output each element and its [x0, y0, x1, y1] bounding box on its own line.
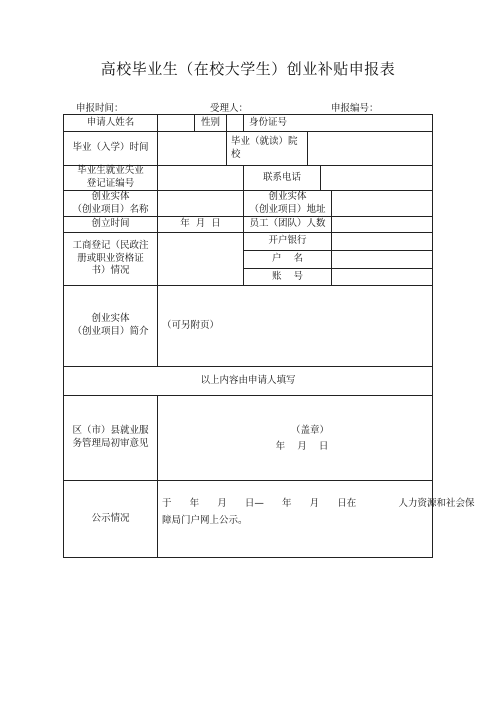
staff-count-field[interactable] — [332, 217, 432, 232]
review-date: 年 月 日 — [275, 440, 329, 452]
id-number-label: 身份证号 — [249, 116, 288, 128]
review-opinion-label — [64, 396, 157, 480]
founding-time-label: 创立时间 — [91, 218, 130, 230]
applicant-name-label: 申请人姓名 — [86, 116, 135, 128]
entity-address-line1: 创业实体 — [268, 190, 307, 202]
publicity-label: 公示情况 — [91, 512, 130, 524]
entity-address-line2: （创业项目）地址 — [249, 203, 326, 215]
contact-phone-field[interactable] — [321, 166, 432, 190]
entity-intro-line2: （创业项目）简介 — [72, 326, 149, 337]
application-number-label: 申报编号： — [331, 103, 379, 114]
account-number-field[interactable] — [332, 269, 432, 285]
business-registration-line2: 册或职业资格证 — [77, 252, 144, 264]
account-name-label: 户 名 — [271, 253, 304, 265]
publicity-text-line1: 于 年 月 日— 年 月 日在 人力资源和社会保 — [162, 498, 475, 509]
entity-name-field[interactable] — [158, 191, 243, 216]
bank-label: 开户银行 — [268, 235, 307, 247]
unemployment-cert-label — [64, 166, 157, 190]
unemployment-cert-field[interactable] — [158, 166, 243, 190]
school-label-line1: 毕业（就读）院 — [231, 135, 298, 147]
bank-field[interactable] — [332, 233, 432, 250]
account-number-label: 账 号 — [271, 270, 304, 282]
graduation-time-field[interactable] — [158, 132, 226, 165]
contact-phone-label: 联系电话 — [262, 171, 301, 183]
business-registration-field[interactable] — [158, 233, 243, 285]
entity-address-label — [244, 191, 331, 216]
entity-name-line2: （创业项目）名称 — [72, 203, 149, 215]
applicant-fill-note: 以上内容由申请人填写 — [200, 374, 296, 386]
entity-address-field[interactable] — [332, 191, 432, 216]
business-registration-line3: 书）情况 — [91, 265, 130, 277]
school-field[interactable] — [308, 132, 432, 165]
entity-intro-field[interactable] — [160, 286, 432, 366]
applicant-name-field[interactable] — [158, 115, 194, 131]
account-name-field[interactable] — [332, 251, 432, 268]
entity-intro-label — [64, 286, 157, 366]
gender-field[interactable] — [227, 115, 243, 131]
entity-name-label — [64, 191, 157, 216]
review-opinion-line1: 区（市）县就业服 — [72, 425, 149, 437]
gender-label: 性别 — [200, 116, 220, 128]
school-label — [229, 133, 307, 164]
school-label-line2: 校 — [231, 148, 241, 160]
form-title: 高校毕业生（在校大学生）创业补贴申报表 — [100, 60, 396, 78]
handler-label: 受理人： — [210, 103, 249, 114]
publicity-text-line2: 障局门户网上公示。 — [162, 514, 248, 526]
entity-name-line1: 创业实体 — [91, 190, 130, 202]
seal-label: （盖章） — [290, 424, 329, 436]
id-number-field[interactable] — [330, 115, 432, 131]
staff-count-label: 员工（团队）人数 — [249, 218, 326, 230]
unemployment-cert-line1: 毕业生就业失业 — [77, 165, 144, 177]
unemployment-cert-line2: 登记证编号 — [86, 178, 135, 189]
review-opinion-field[interactable] — [158, 396, 432, 480]
graduation-time-label: 毕业（入学）时间 — [72, 142, 149, 154]
attach-note: （可另附页） — [162, 319, 220, 331]
entity-intro-line1: 创业实体 — [91, 313, 130, 325]
founding-date-field[interactable]: 年 月 日 — [180, 218, 221, 230]
application-time-label: 申报时间： — [76, 103, 124, 114]
review-opinion-line2: 务管理局初审意见 — [72, 438, 149, 449]
business-registration-line1: 工商登记（民政注 — [72, 239, 149, 251]
business-registration-label — [64, 233, 157, 285]
publicity-text — [160, 496, 475, 536]
